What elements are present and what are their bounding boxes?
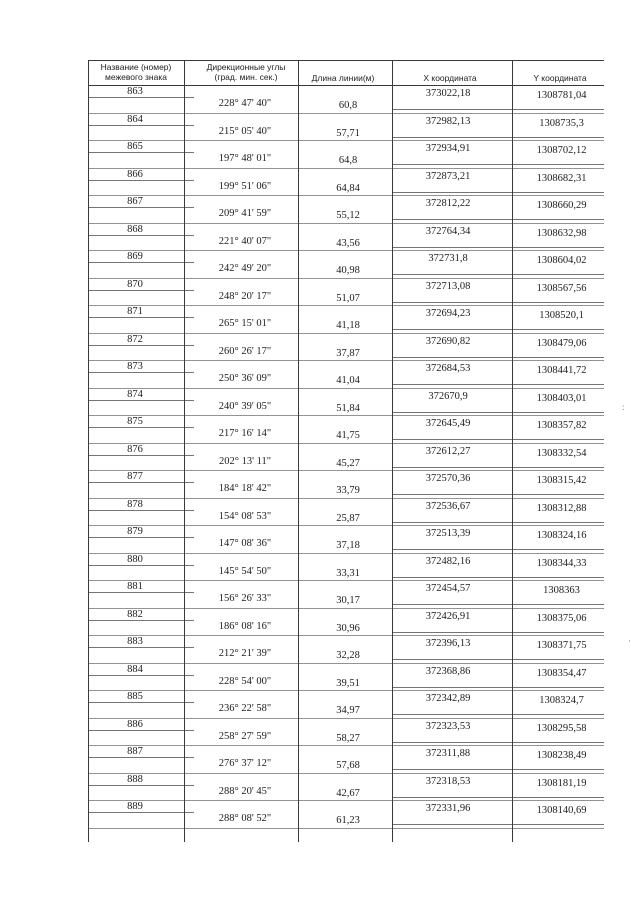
point-x-coordinate: 372570,36	[425, 473, 471, 484]
margin-mark: ·	[628, 636, 631, 646]
segment-length: 41,18	[336, 320, 360, 331]
point-name: 882	[127, 608, 143, 620]
header-angle-line2: (град. мин. сек.)	[214, 72, 278, 82]
segment-angle: 154° 08' 53"	[218, 510, 272, 522]
row-separator	[392, 137, 604, 138]
segment-length: 51,07	[336, 292, 360, 304]
point-y-coordinate: 1308375,06	[536, 612, 587, 624]
row-separator	[392, 357, 604, 358]
point-y-coordinate: 1308315,42	[536, 475, 587, 486]
point-x-coordinate: 372311,88	[425, 748, 471, 759]
segment-angle: 221° 40' 07"	[218, 235, 272, 247]
point-name: 867	[127, 196, 143, 207]
segment-length: 61,23	[336, 815, 360, 826]
header-x-col: X координата	[423, 73, 477, 83]
point-name: 875	[127, 416, 143, 427]
point-x-coordinate: 372645,49	[425, 418, 471, 429]
point-x-coordinate: 372396,13	[425, 638, 471, 649]
point-x-coordinate: 372318,53	[425, 775, 471, 787]
point-name: 868	[127, 223, 143, 235]
point-name: 878	[127, 498, 143, 510]
row-separator	[392, 687, 604, 688]
header-angle-col	[190, 62, 302, 82]
table-top-border	[88, 60, 604, 61]
segment-length: 30,17	[336, 595, 360, 606]
point-name: 879	[127, 526, 143, 537]
point-y-coordinate: 1308357,82	[536, 420, 587, 431]
row-separator	[392, 824, 604, 825]
row-separator	[392, 384, 604, 385]
segment-angle: 265° 15' 01"	[218, 318, 272, 329]
point-name: 872	[127, 333, 143, 345]
header-length-col: Длина линии(м)	[311, 73, 375, 83]
point-name: 864	[127, 113, 143, 125]
row-separator	[88, 828, 604, 829]
point-name: 880	[127, 553, 143, 565]
header-name-line1: Название (номер)	[100, 62, 172, 72]
segment-length: 60,8	[338, 100, 358, 111]
point-y-coordinate: 1308363	[543, 585, 580, 596]
segment-length: 41,04	[336, 375, 360, 386]
segment-angle: 202° 13' 11"	[219, 455, 271, 467]
column-divider	[88, 60, 89, 842]
segment-length: 42,67	[336, 787, 360, 799]
header-name-col	[88, 62, 184, 82]
segment-angle: 260° 26' 17"	[218, 345, 272, 357]
point-y-coordinate: 1308604,02	[536, 255, 587, 266]
row-separator	[392, 549, 604, 550]
row-separator	[392, 439, 604, 440]
point-x-coordinate: 372670,9	[428, 390, 468, 402]
segment-angle: 145° 54' 50"	[218, 565, 272, 577]
segment-angle: 240° 39' 05"	[218, 400, 272, 412]
point-name: 871	[127, 306, 143, 317]
segment-angle: 186° 08' 16"	[218, 620, 272, 632]
row-separator	[392, 797, 604, 798]
segment-angle: 212° 21' 39"	[218, 648, 272, 659]
point-x-coordinate: 372454,57	[425, 583, 471, 594]
row-separator	[392, 632, 604, 633]
segment-length: 45,27	[336, 457, 360, 469]
segment-angle: 156° 26' 33"	[218, 593, 272, 604]
header-angle-line1: Дирекционные углы	[206, 62, 286, 72]
point-name: 865	[127, 141, 143, 152]
point-y-coordinate: 1308632,98	[536, 227, 587, 239]
segment-angle: 250° 36' 09"	[218, 373, 272, 384]
point-name: 888	[127, 773, 143, 785]
point-y-coordinate: 1308702,12	[536, 145, 587, 156]
point-name: 885	[127, 691, 143, 702]
point-name: 886	[127, 718, 143, 730]
segment-angle: 276° 37' 12"	[218, 758, 272, 769]
point-name: 870	[127, 278, 143, 290]
segment-length: 34,97	[336, 705, 360, 716]
point-x-coordinate: 372713,08	[425, 280, 471, 292]
segment-length: 37,87	[336, 347, 360, 359]
segment-length: 51,84	[336, 402, 360, 414]
segment-angle: 147° 08' 36"	[218, 538, 272, 549]
point-x-coordinate: 372873,21	[425, 170, 471, 182]
point-x-coordinate: 372513,39	[425, 528, 471, 539]
point-y-coordinate: 1308403,01	[536, 392, 587, 404]
row-separator	[392, 769, 604, 770]
segment-length: 64,84	[336, 182, 360, 194]
row-separator	[392, 659, 604, 660]
point-name: 884	[127, 663, 143, 675]
point-name: 883	[127, 636, 143, 647]
point-y-coordinate: 1308441,72	[536, 365, 587, 376]
segment-length: 57,68	[336, 760, 360, 771]
point-y-coordinate: 1308238,49	[536, 750, 587, 761]
row-separator	[392, 192, 604, 193]
point-name: 889	[127, 801, 143, 812]
row-separator	[392, 494, 604, 495]
row-separator	[392, 577, 604, 578]
point-x-coordinate: 372982,13	[425, 115, 471, 127]
row-separator	[392, 247, 604, 248]
point-x-coordinate: 372731,8	[428, 253, 468, 264]
point-y-coordinate: 1308140,69	[536, 805, 587, 816]
row-separator	[392, 219, 604, 220]
point-y-coordinate: 1308354,47	[536, 667, 587, 679]
segment-angle: 184° 18' 42"	[218, 483, 272, 494]
segment-angle: 209° 41' 59"	[218, 208, 272, 219]
row-separator	[392, 714, 604, 715]
segment-length: 43,56	[336, 237, 360, 249]
row-separator	[392, 109, 604, 110]
header-name-line2: межевого знака	[105, 72, 167, 82]
row-separator	[392, 164, 604, 165]
point-name: 887	[127, 746, 143, 757]
point-x-coordinate: 372426,91	[425, 610, 471, 622]
row-separator	[392, 412, 604, 413]
point-y-coordinate: 1308567,56	[536, 282, 587, 294]
point-x-coordinate: 372690,82	[425, 335, 471, 347]
segment-angle: 199° 51' 06"	[218, 180, 272, 192]
column-divider	[184, 60, 185, 842]
row-separator	[392, 329, 604, 330]
column-divider	[298, 60, 299, 842]
point-x-coordinate: 373022,18	[425, 88, 471, 99]
segment-angle: 242° 49' 20"	[218, 263, 272, 274]
point-x-coordinate: 372812,22	[425, 198, 471, 209]
point-x-coordinate: 372684,53	[425, 363, 471, 374]
row-separator	[392, 742, 604, 743]
segment-angle: 258° 27' 59"	[218, 730, 272, 742]
point-name: 877	[127, 471, 143, 482]
point-y-coordinate: 1308181,19	[536, 777, 587, 789]
margin-mark: :	[622, 402, 625, 412]
point-x-coordinate: 372934,91	[425, 143, 471, 154]
segment-length: 37,18	[336, 540, 360, 551]
point-y-coordinate: 1308682,31	[536, 172, 587, 184]
segment-length: 58,27	[336, 732, 360, 744]
segment-angle: 236° 22' 58"	[218, 703, 272, 714]
segment-length: 25,87	[336, 512, 360, 524]
point-y-coordinate: 1308324,16	[536, 530, 587, 541]
segment-length: 55,12	[336, 210, 360, 221]
point-y-coordinate: 1308660,29	[536, 200, 587, 211]
point-y-coordinate: 1308324,7	[539, 695, 584, 706]
header-y-col: Y координата	[533, 73, 587, 83]
segment-length: 40,98	[336, 265, 360, 276]
point-y-coordinate: 1308312,88	[536, 502, 587, 514]
point-y-coordinate: 1308735,3	[539, 117, 584, 129]
segment-angle: 288° 08' 52"	[218, 813, 272, 824]
segment-length: 64,8	[338, 155, 358, 166]
segment-length: 57,71	[336, 127, 360, 139]
point-name: 881	[127, 581, 143, 592]
point-name: 863	[127, 86, 143, 97]
segment-angle: 215° 05' 40"	[218, 125, 272, 137]
point-y-coordinate: 1308295,58	[536, 722, 587, 734]
point-y-coordinate: 1308344,33	[536, 557, 587, 569]
point-y-coordinate: 1308332,54	[536, 447, 587, 459]
point-x-coordinate: 372482,16	[425, 555, 471, 567]
row-separator	[392, 522, 604, 523]
row-separator	[392, 467, 604, 468]
point-name: 869	[127, 251, 143, 262]
point-y-coordinate: 1308479,06	[536, 337, 587, 349]
segment-length: 33,79	[336, 485, 360, 496]
segment-angle: 197° 48' 01"	[218, 153, 272, 164]
column-divider	[512, 60, 513, 842]
segment-length: 32,28	[336, 650, 360, 661]
point-x-coordinate: 372612,27	[425, 445, 471, 457]
segment-length: 41,75	[336, 430, 360, 441]
segment-length: 33,31	[336, 567, 360, 579]
row-separator	[392, 274, 604, 275]
row-separator	[392, 604, 604, 605]
segment-angle: 228° 54' 00"	[218, 675, 272, 687]
segment-angle: 248° 20' 17"	[218, 290, 272, 302]
point-y-coordinate: 1308781,04	[536, 90, 587, 101]
point-name: 876	[127, 443, 143, 455]
row-separator	[392, 302, 604, 303]
point-x-coordinate: 372323,53	[425, 720, 471, 732]
segment-angle: 228° 47' 40"	[218, 98, 272, 109]
segment-length: 39,51	[336, 677, 360, 689]
segment-length: 30,96	[336, 622, 360, 634]
point-x-coordinate: 372536,67	[425, 500, 471, 512]
point-name: 866	[127, 168, 143, 180]
point-y-coordinate: 1308520,1	[539, 310, 584, 321]
point-x-coordinate: 372368,86	[425, 665, 471, 677]
point-x-coordinate: 372764,34	[425, 225, 471, 237]
point-x-coordinate: 372331,96	[425, 803, 471, 814]
point-x-coordinate: 372342,89	[425, 693, 471, 704]
segment-angle: 217° 16' 14"	[218, 428, 272, 439]
column-divider	[392, 60, 393, 842]
point-x-coordinate: 372694,23	[425, 308, 471, 319]
point-y-coordinate: 1308371,75	[536, 640, 587, 651]
segment-angle: 288° 20' 45"	[218, 785, 272, 797]
point-name: 873	[127, 361, 143, 372]
point-name: 874	[127, 388, 143, 400]
